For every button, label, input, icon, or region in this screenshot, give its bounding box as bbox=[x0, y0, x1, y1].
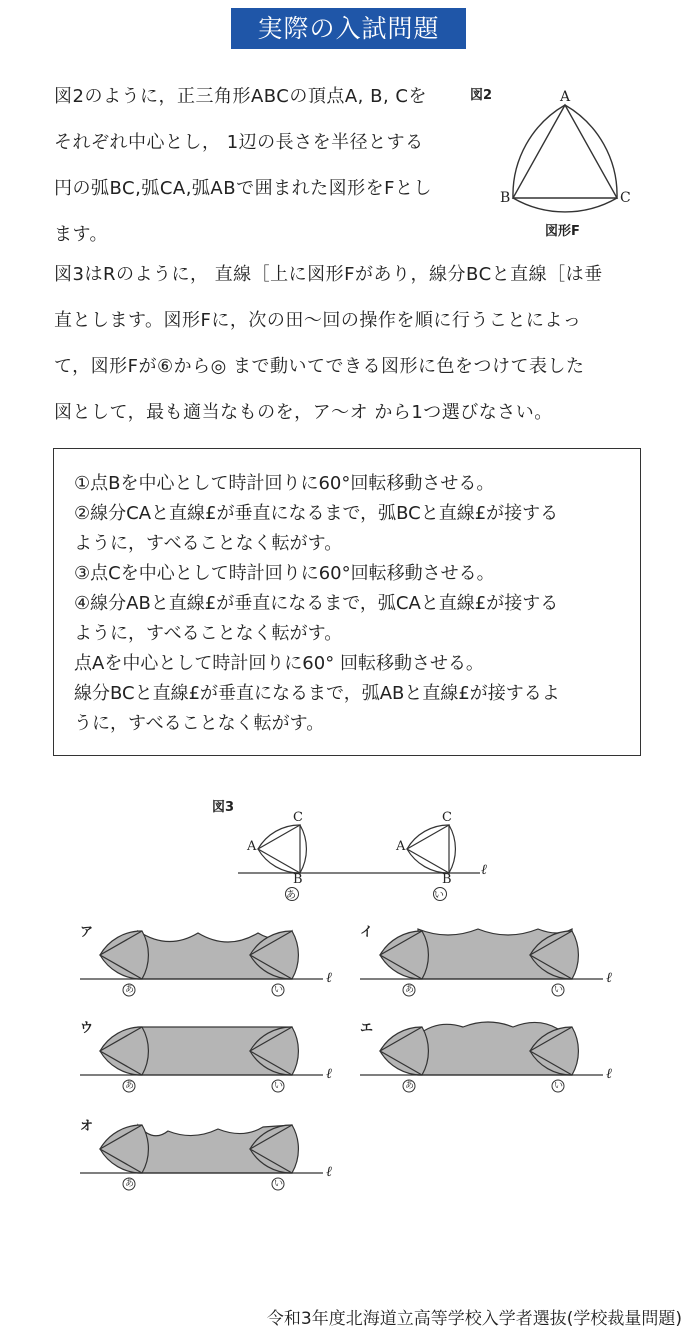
option-i-start-mark: あ bbox=[405, 985, 415, 995]
option-e-end-mark: い bbox=[554, 1081, 564, 1091]
option-e-diagram[interactable] bbox=[358, 1021, 618, 1096]
option-u-end-mark: い bbox=[274, 1081, 284, 1091]
figure3-vertex-c2: C bbox=[442, 810, 452, 825]
text-line: 直とします。図形Fに，次の田〜回の操作を順に行うことによっ bbox=[54, 310, 582, 331]
figure2-shape-f bbox=[513, 105, 617, 198]
text-line: 図2のように，正三角形ABCの頂点A, B, Cを bbox=[54, 86, 427, 107]
text-line: それぞれ中心とし， 1辺の長さを半径とする bbox=[54, 132, 424, 153]
figure2-vertex-c: C bbox=[620, 190, 631, 206]
problem-paragraph-1 bbox=[54, 74, 464, 258]
step-line: ように，すべることなく転がす。 bbox=[74, 533, 343, 554]
option-a-end-mark: い bbox=[274, 985, 284, 995]
option-o-end-mark: い bbox=[274, 1179, 284, 1189]
option-label-u: ウ bbox=[80, 1021, 94, 1036]
option-label-e: エ bbox=[360, 1021, 374, 1036]
figure3-shape-end bbox=[407, 825, 455, 873]
figure3-label: 図3 bbox=[212, 800, 235, 815]
figure2-arc bbox=[513, 105, 617, 212]
step-line: 点Aを中心として時計回りに60° 回転移動させる。 bbox=[74, 653, 484, 674]
figure2-vertex-b: B bbox=[500, 190, 511, 206]
step-line: ④線分ABと直線£が垂直になるまで，弧CAと直線£が接する bbox=[74, 593, 559, 614]
option-o-line-label: ℓ bbox=[326, 1164, 332, 1180]
figure3-shape-start bbox=[258, 825, 306, 873]
figure3-start-mark: あ bbox=[286, 890, 296, 901]
option-a-diagram[interactable] bbox=[78, 925, 338, 1000]
option-label-o: オ bbox=[80, 1119, 94, 1134]
figure3-vertex-b1: B bbox=[293, 872, 303, 887]
option-o-diagram[interactable] bbox=[78, 1119, 338, 1194]
step-line: ③点Cを中心として時計回りに60°回転移動させる。 bbox=[74, 563, 495, 584]
text-line: 円の弧BC,弧CA,弧ABで囲まれた図形をFとし bbox=[54, 178, 432, 199]
problem-paragraph-2 bbox=[54, 252, 654, 436]
step-line: 線分BCと直線£が垂直になるまで，弧ABと直線£が接するよ bbox=[74, 683, 560, 704]
title-badge bbox=[231, 8, 466, 49]
option-e-start-mark: あ bbox=[405, 1081, 415, 1091]
option-i-diagram[interactable] bbox=[358, 925, 618, 1000]
figure2-label: 図2 bbox=[470, 88, 493, 103]
figure3-line-label: ℓ bbox=[481, 862, 487, 878]
option-o-start-mark: あ bbox=[125, 1179, 135, 1189]
option-i-end-mark: い bbox=[554, 985, 564, 995]
figure3-vertex-a1: A bbox=[247, 839, 257, 854]
step-line: ②線分CAと直線£が垂直になるまで，弧BCと直線£が接する bbox=[74, 503, 559, 524]
figure3-vertex-b2: B bbox=[442, 872, 452, 887]
figure2-caption: 図形F bbox=[545, 224, 580, 239]
step-line: うに，すべることなく転がす。 bbox=[74, 713, 325, 734]
option-u-diagram[interactable] bbox=[78, 1021, 338, 1096]
step-line: ①点Bを中心として時計回りに60°回転移動させる。 bbox=[74, 473, 495, 494]
figure3-end-mark: い bbox=[434, 890, 444, 901]
option-label-a: ア bbox=[80, 925, 94, 940]
figure3-vertex-a2: A bbox=[396, 839, 406, 854]
figure3-diagram bbox=[230, 805, 500, 905]
text-line: ます。 bbox=[54, 224, 109, 245]
source-citation: 令和3年度北海道立高等学校入学者選抜(学校裁量問題) bbox=[266, 1309, 682, 1329]
figure2-vertex-a: A bbox=[560, 89, 571, 105]
page-title: 実際の入試問題 bbox=[257, 14, 440, 43]
step-line: ように，すべることなく転がす。 bbox=[74, 623, 343, 644]
option-i-line-label: ℓ bbox=[606, 970, 612, 986]
option-u-line-label: ℓ bbox=[326, 1066, 332, 1082]
text-line: 図として，最も適当なものを，ア〜オ から1つ選びなさい。 bbox=[54, 402, 553, 423]
text-line: て，図形Fが⑥から◎ まで動いてできる図形に色をつけて表した bbox=[54, 356, 585, 377]
steps-box bbox=[53, 448, 641, 756]
option-e-line-label: ℓ bbox=[606, 1066, 612, 1082]
figure2-diagram bbox=[500, 100, 630, 225]
option-label-i: イ bbox=[360, 925, 374, 940]
figure3-vertex-c1: C bbox=[293, 810, 303, 825]
option-a-start-mark: あ bbox=[125, 985, 135, 995]
text-line: 図3はRのように， 直線［上に図形Fがあり，線分BCと直線［は垂 bbox=[54, 264, 603, 285]
option-u-start-mark: あ bbox=[125, 1081, 135, 1091]
option-a-line-label: ℓ bbox=[326, 970, 332, 986]
